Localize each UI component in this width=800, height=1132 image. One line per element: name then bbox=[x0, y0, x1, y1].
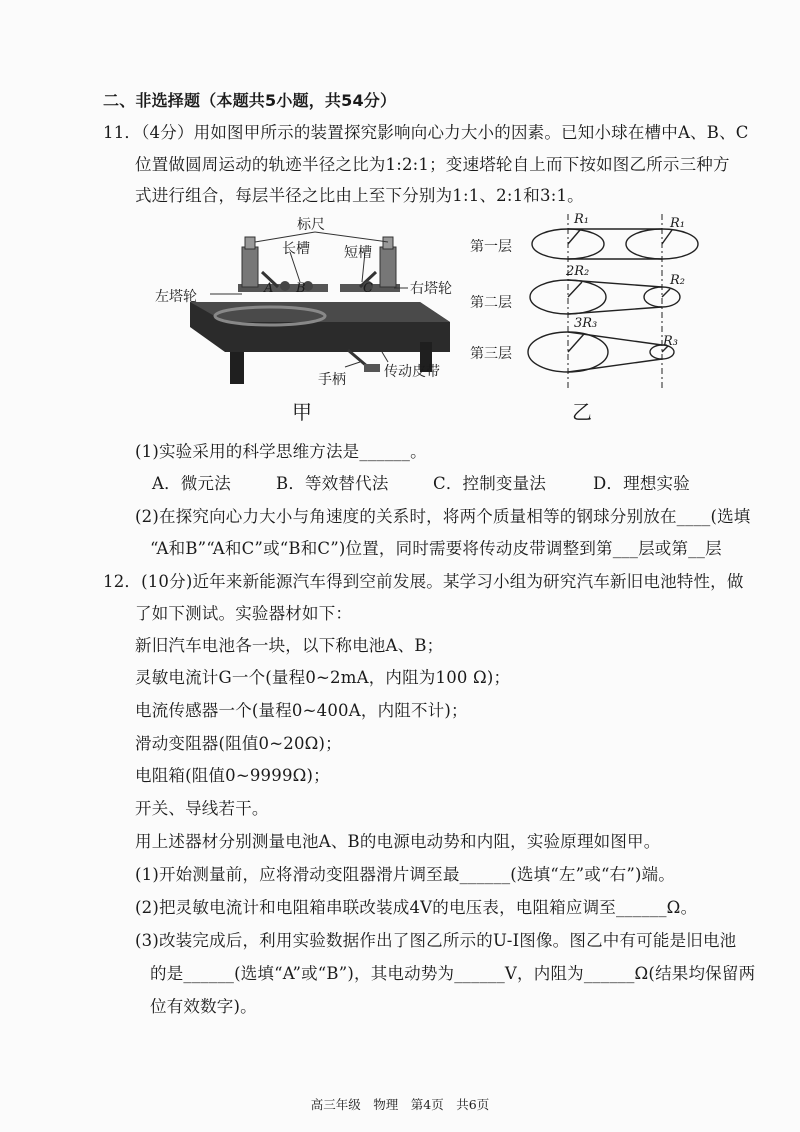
label-long-groove: 长槽 bbox=[282, 241, 310, 257]
q12-stem-line-2: 了如下测试。实验器材如下： bbox=[135, 604, 353, 623]
q12-sub3-line-2: 的是______(选填“A”或“B”)，其电动势为______V，内阻为______Ω(结果均保留两 bbox=[150, 964, 756, 983]
option-c: C．控制变量法 bbox=[433, 474, 547, 493]
layer-2-label: 第二层 bbox=[470, 295, 512, 311]
q12-sub2: (2)把灵敏电流计和电阻箱串联改装成4V的电压表，电阻箱应调至______Ω。 bbox=[135, 898, 698, 917]
q12-item-5: 电阻箱(阻值0~9999Ω)； bbox=[135, 766, 330, 785]
figure-jia-caption: 甲 bbox=[292, 400, 312, 424]
q11-sub1: (1)实验采用的科学思维方法是______。 bbox=[135, 442, 427, 461]
radius-r1-right: R₁ bbox=[670, 216, 685, 231]
label-short-groove: 短槽 bbox=[344, 245, 372, 261]
q11-stem-line-1: 11．（4分）用如图甲所示的装置探究影响向心力大小的因素。已知小球在槽中A、B、C bbox=[103, 123, 749, 142]
position-c: C bbox=[363, 281, 373, 296]
tower-wheel-layers-figure bbox=[520, 212, 700, 392]
q12-item-3: 电流传感器一个(量程0~400A，内阻不计)； bbox=[135, 701, 468, 720]
figure-yi-caption: 乙 bbox=[572, 400, 592, 424]
q12-item-6: 开关、导线若干。 bbox=[135, 799, 269, 818]
radius-2r2-left: 2R₂ bbox=[566, 264, 590, 279]
q12-sub3-line-1: (3)改装完成后，利用实验数据作出了图乙所示的U-I图像。图乙中有可能是旧电池 bbox=[135, 931, 737, 950]
q12-sub1: (1)开始测量前，应将滑动变阻器滑片调至最______(选填“左”或“右”)端。 bbox=[135, 865, 675, 884]
q11-sub2-line-1: (2)在探究向心力大小与角速度的关系时，将两个质量相等的钢球分别放在____(选填 bbox=[135, 507, 751, 526]
q12-item-1: 新旧汽车电池各一块，以下称电池A、B； bbox=[135, 636, 444, 655]
q11-stem-line-2: 位置做圆周运动的轨迹半径之比为1:2:1；变速塔轮自上而下按如图乙所示三种方 bbox=[135, 155, 730, 174]
radius-3r3-left: 3R₃ bbox=[574, 316, 598, 331]
q12-item-2: 灵敏电流计G一个(量程0~2mA，内阻为100 Ω)； bbox=[135, 668, 511, 687]
q12-item-4: 滑动变阻器(阻值0~20Ω)； bbox=[135, 734, 342, 753]
q11-sub2-line-2: “A和B”“A和C”或“B和C”)位置，同时需要将传动皮带调整到第___层或第__层 bbox=[150, 539, 722, 558]
position-a: A bbox=[264, 281, 274, 296]
position-b: B bbox=[296, 281, 306, 296]
option-b: B．等效替代法 bbox=[276, 474, 389, 493]
q12-stem-line-1: 12．(10分)近年来新能源汽车得到空前发展。某学习小组为研究汽车新旧电池特性，做 bbox=[103, 572, 744, 591]
label-ruler: 标尺 bbox=[297, 217, 325, 233]
label-right-tower-wheel: 右塔轮 bbox=[410, 281, 452, 297]
section-title: 二、非选择题（本题共5小题，共54分） bbox=[103, 91, 397, 110]
q12-principle: 用上述器材分别测量电池A、B的电源电动势和内阻，实验原理如图甲。 bbox=[135, 832, 661, 851]
radius-r1-left: R₁ bbox=[574, 212, 589, 227]
q12-sub3-line-3: 位有效数字)。 bbox=[150, 997, 257, 1016]
apparatus-figure bbox=[150, 212, 480, 417]
radius-r3-right: R₃ bbox=[663, 334, 678, 349]
layer-1-label: 第一层 bbox=[470, 239, 512, 255]
radius-r2-right: R₂ bbox=[670, 273, 685, 288]
page-footer: 高三年级 物理 第4页 共6页 bbox=[310, 1097, 490, 1112]
label-drive-belt: 传动皮带 bbox=[384, 364, 440, 380]
layer-3-label: 第三层 bbox=[470, 346, 512, 362]
option-d: D．理想实验 bbox=[593, 474, 690, 493]
label-left-tower-wheel: 左塔轮 bbox=[155, 289, 197, 305]
option-a: A．微元法 bbox=[152, 474, 231, 493]
label-handle: 手柄 bbox=[318, 372, 346, 388]
q11-stem-line-3: 式进行组合，每层半径之比由上至下分别为1:1、2:1和3:1。 bbox=[135, 186, 584, 205]
